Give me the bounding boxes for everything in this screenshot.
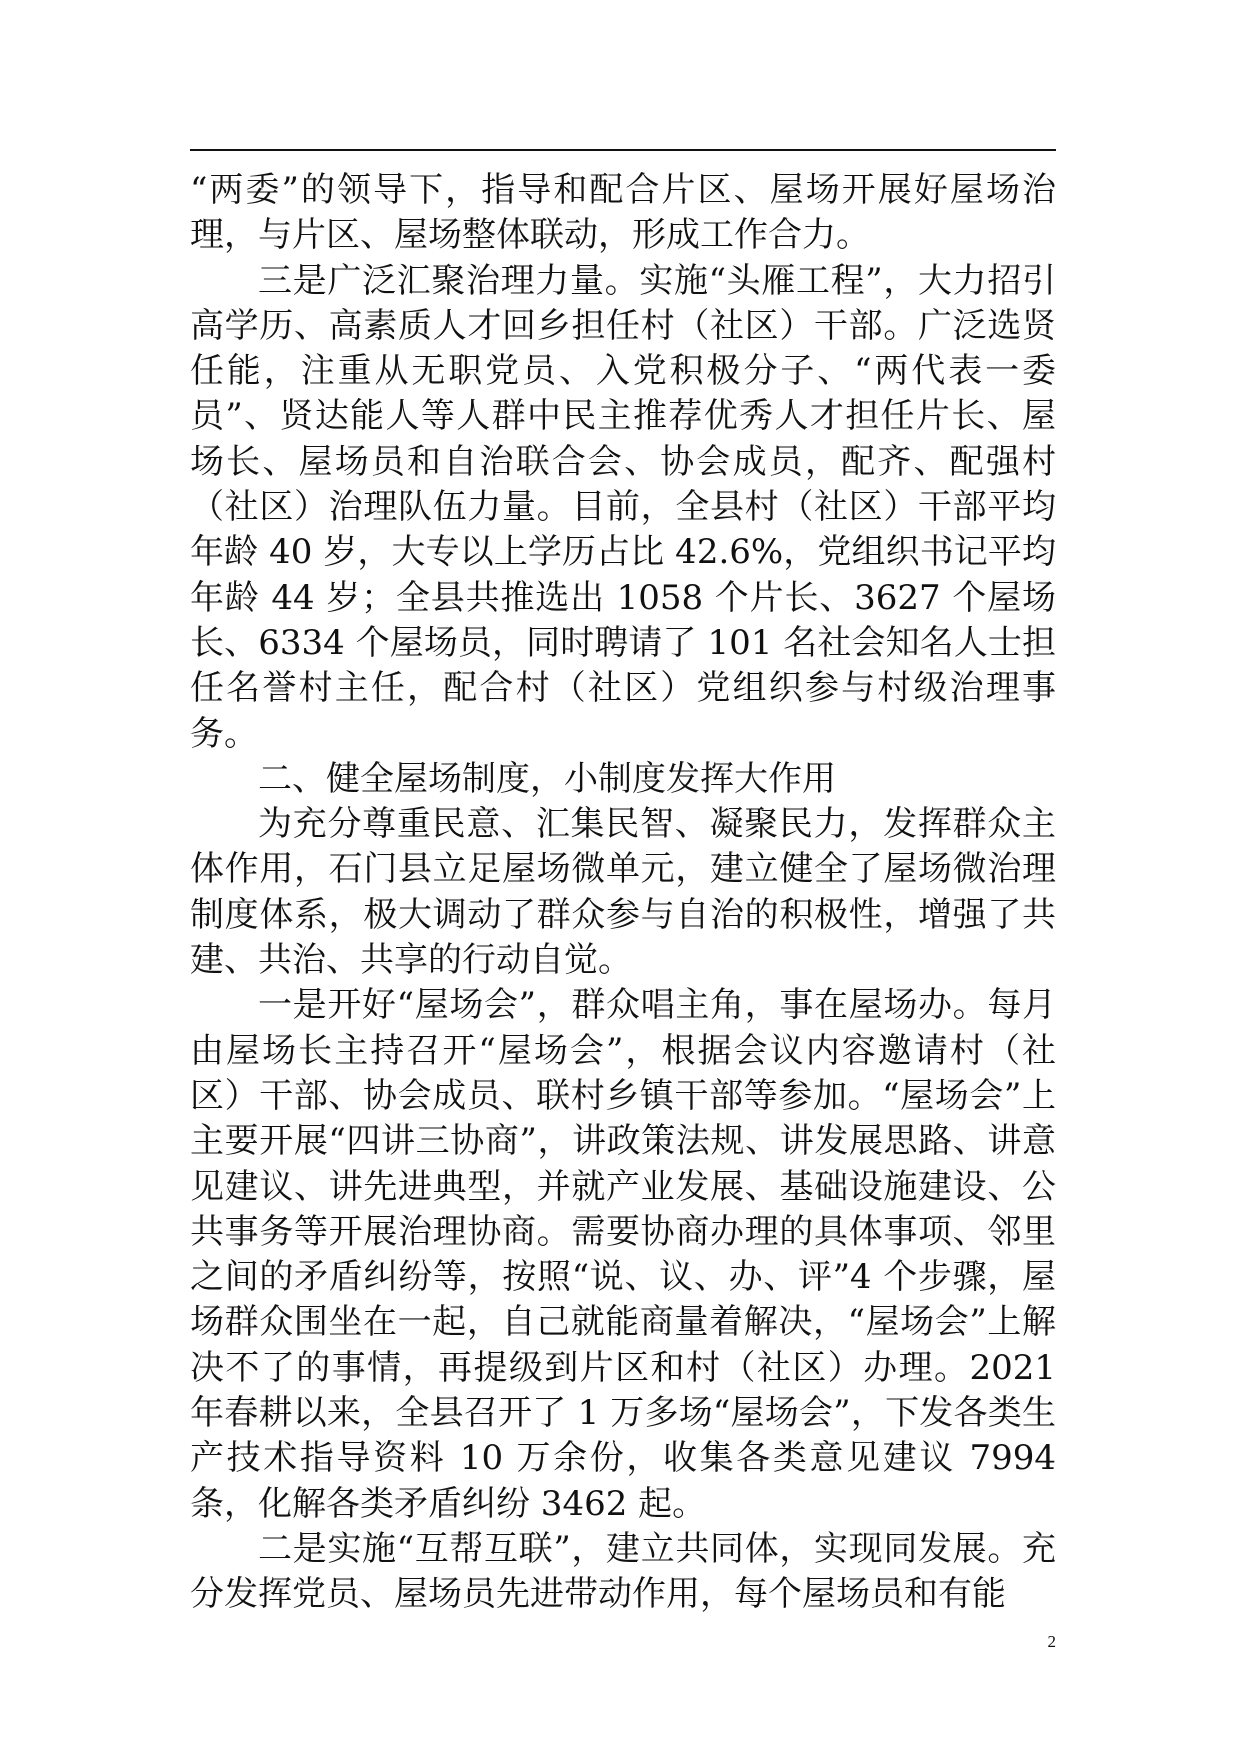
paragraph: 二是实施“互帮互联”，建立共同体，实现同发展。充分发挥党员、屋场员先进带动作用，每个屋场员和有能 [190, 1528, 1056, 1615]
paragraph-continued: “两委”的领导下，指导和配合片区、屋场开展好屋场治理，与片区、屋场整体联动，形成工作合力。 [190, 170, 1056, 256]
header-rule [190, 149, 1056, 151]
document-body [190, 168, 1056, 1618]
paragraph: 为充分尊重民意、汇集民智、凝聚民力，发挥群众主体作用，石门县立足屋场微单元，建立健全了屋场微治理制度体系，极大调动了群众参与自治的积极性，增强了共建、共治、共享的行动自觉。 [190, 804, 1056, 981]
paragraph: 一是开好“屋场会”，群众唱主角，事在屋场办。每月由屋场长主持召开“屋场会”，根据会议内容邀请村（社区）干部、协会成员、联村乡镇干部等参加。“屋场会”上主要开展“四讲三协商”，讲政策法规、讲发展思路、讲意见建议、讲先进典型，并就产业发展、基础设施建设、公共事务等开展治理协商。需要协商办理的具体事项、邻里之间的矛盾纠纷等，按照“说、议、办、评”4 个步骤，屋场群众围坐在一起，自己就能商量着解决，“屋场会”上解决不了的事情，再提级到片区和村（社区）办理。2021 年春耕以来，全县召开了 1 万多场“屋场会”，下发各类生产技术指导资料 10 万余份，收集各类意见建议 7994 条，化解各类矛盾纠纷 3462 起。 [190, 985, 1056, 1524]
page-number: 2 [1047, 1632, 1056, 1651]
section-heading: 二、健全屋场制度，小制度发挥大作用 [258, 758, 836, 799]
paragraph: 三是广泛汇聚治理力量。实施“头雁工程”，大力招引高学历、高素质人才回乡担任村（社区）干部。广泛选贤任能，注重从无职党员、入党积极分子、“两代表一委员”、贤达能人等人群中民主推荐优秀人才担任片长、屋场长、屋场员和自治联合会、协会成员，配齐、配强村（社区）治理队伍力量。目前，全县村（社区）干部平均年龄 40 岁，大专以上学历占比 42.6%，党组织书记平均年龄 44 岁；全县共推选出 1058 个片长、3627 个屋场长、6334 个屋场员，同时聘请了 101 名社会知名人士担任名誉村主任，配合村（社区）党组织参与村级治理事务。 [190, 260, 1056, 754]
